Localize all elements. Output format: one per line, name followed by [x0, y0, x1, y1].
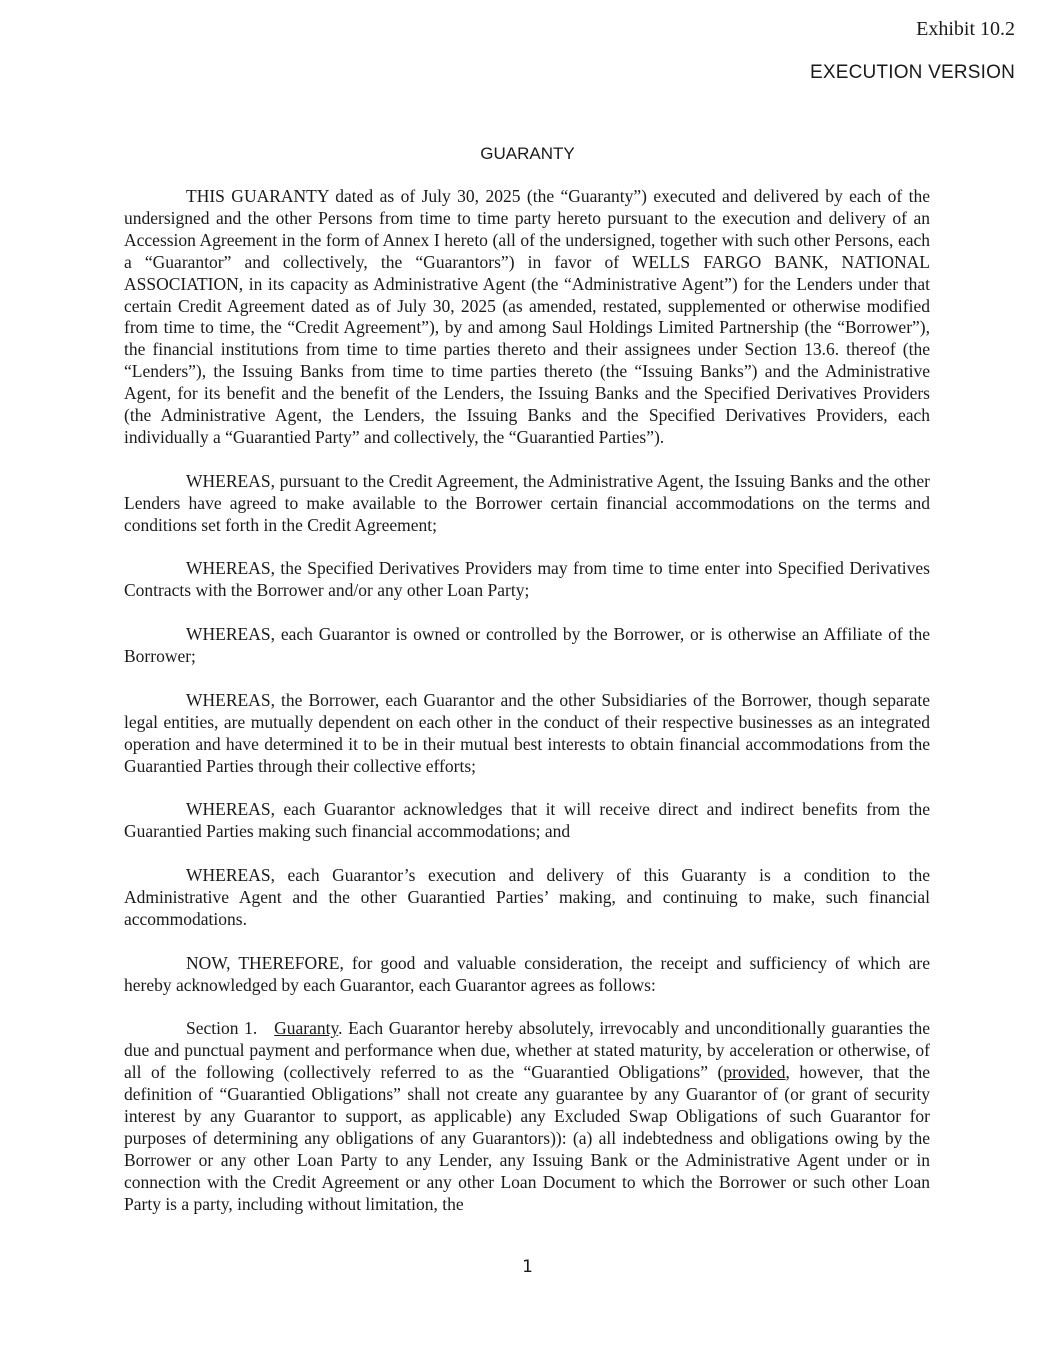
- section-1-provided: provided: [723, 1062, 786, 1083]
- paragraph-whereas-benefits: WHEREAS, each Guarantor acknowledges that it will receive direct and indirect benefits from the Guarantied Parties making such financial accommodations; and: [124, 799, 930, 842]
- paragraph-whereas-affiliate: WHEREAS, each Guarantor is owned or controlled by the Borrower, or is otherwise an Affiliate of the Borrower;: [124, 624, 930, 666]
- paragraph-whereas-credit-agreement: WHEREAS, pursuant to the Credit Agreement, the Administrative Agent, the Issuing Banks and the other Lenders have agreed to make available to the Borrower certain financial accommodations on the terms and conditions set forth in the Credit Agreement;: [124, 470, 930, 535]
- section-1-text-b: , however, that the definition of “Guarantied Obligations” shall not create any guarantee by any Guarantor of (or grant of security interest by any Guarantor to support, as applicable) any Excluded Swap Obligations of such Guarantor for purposes of determining any obligations of any Guarantors)): (a) all indebtedness and obligations owing by the Borrower or any other Loan Party to any Lender, any Issuing Bank or the Administrative Agent under or in connection with the Credit Agreement or any other Loan Document to which the Borrower or such other Loan Party is a party, including without limitation, the: [124, 1062, 930, 1214]
- paragraph-whereas-condition: WHEREAS, each Guarantor’s execution and delivery of this Guaranty is a condition to the Administrative Agent and the other Guarantied Parties’ making, and continuing to make, such financial accommodations.: [124, 865, 930, 929]
- version-label: EXECUTION VERSION: [809, 62, 1015, 83]
- section-1-heading: Guaranty: [274, 1018, 339, 1039]
- document-title: GUARANTY: [480, 144, 575, 163]
- exhibit-label: Exhibit 10.2: [916, 18, 1015, 40]
- section-1-number: Section 1.: [186, 1018, 258, 1039]
- page-number: 1: [522, 1257, 533, 1277]
- section-1-text-a: . Each Guarantor hereby absolutely, irrevocably and unconditionally guaranties the due and punctual payment and performance when due, whether at stated maturity, by acceleration or otherwise, of all of the following (collectively referred to as the “Guarantied Obligations” (: [124, 1018, 930, 1083]
- paragraph-whereas-integrated-operation: WHEREAS, the Borrower, each Guarantor and the other Subsidiaries of the Borrower, though separate legal entities, are mutually dependent on each other in the conduct of their respective businesses as an integrated operation and have determined it to be in their mutual best interests to obtain financial accommodations from the Guarantied Parties through their collective efforts;: [124, 689, 930, 776]
- section-1-paragraph: [124, 1018, 930, 1215]
- document-body: [124, 186, 930, 1237]
- paragraph-now-therefore: NOW, THEREFORE, for good and valuable consideration, the receipt and sufficiency of which are hereby acknowledged by each Guarantor, each Guarantor agrees as follows:: [124, 952, 930, 995]
- paragraph-whereas-derivatives: WHEREAS, the Specified Derivatives Providers may from time to time enter into Specified Derivatives Contracts with the Borrower and/or any other Loan Party;: [124, 558, 930, 601]
- paragraph-preamble: THIS GUARANTY dated as of July 30, 2025 (the “Guaranty”) executed and delivered by each of the undersigned and the other Persons from time to time party hereto pursuant to the execution and delivery of an Accession Agreement in the form of Annex I hereto (all of the undersigned, together with such other Persons, each a “Guarantor” and collectively, the “Guarantors”) in favor of WELLS FARGO BANK, NATIONAL ASSOCIATION, in its capacity as Administrative Agent (the “Administrative Agent”) for the Lenders under that certain Credit Agreement dated as of July 30, 2025 (as amended, restated, supplemented or otherwise modified from time to time, the “Credit Agreement”), by and among Saul Holdings Limited Partnership (the “Borrower”), the financial institutions from time to time parties thereto and their assignees under Section 13.6. thereof (the “Lenders”), the Issuing Banks from time to time parties thereto (the “Issuing Banks”) and the Administrative Agent, for its benefit and the benefit of the Lenders, the Issuing Banks and the Specified Derivatives Providers (the Administrative Agent, the Lenders, the Issuing Banks and the Specified Derivatives Providers, each individually a “Guarantied Party” and collectively, the “Guarantied Parties”).: [124, 186, 930, 447]
